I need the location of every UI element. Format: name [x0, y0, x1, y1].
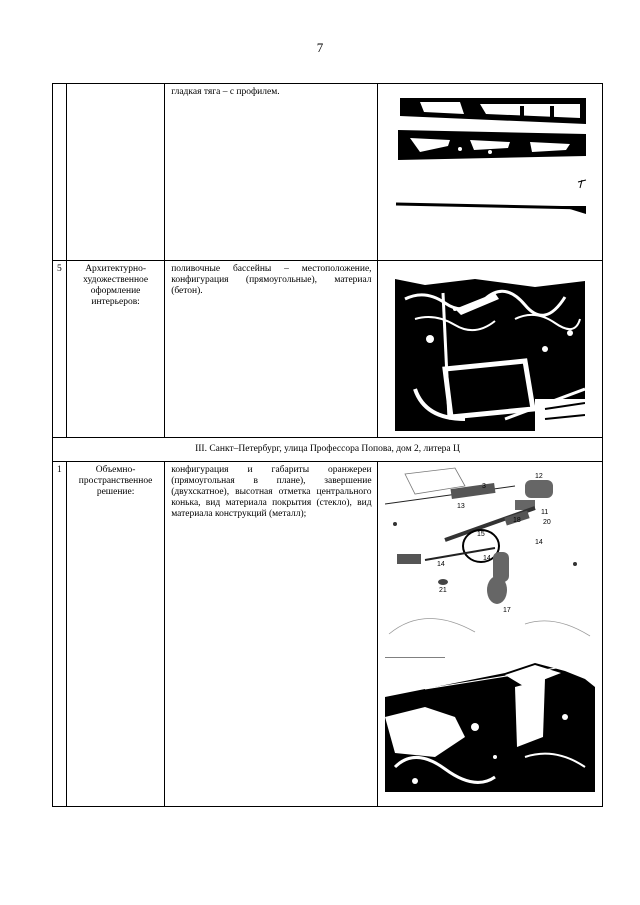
plan-label: 21: [438, 587, 447, 594]
plan-label: 14: [436, 561, 445, 568]
row-number: 1: [53, 462, 67, 807]
plan-label: 14: [482, 555, 491, 562]
plan-label: 18: [512, 517, 521, 524]
table-row: [53, 84, 603, 261]
element-description: гладкая тяга – с профилем.: [165, 84, 377, 261]
element-name: Объемно-пространственное решение:: [67, 462, 165, 807]
plan-label: 13: [456, 503, 465, 510]
plan-label: 14: [534, 539, 543, 546]
section-header-row: [53, 438, 603, 462]
photo-cell: [377, 84, 602, 261]
photo-cell: [377, 261, 602, 438]
element-description: конфигурация и габариты оранжереи (прямоугольная в плане), завершение (двухскатное), высотная отметка центрального конька, вид материала покрытия (стекло), вид материала конструкций (металл);: [165, 462, 377, 807]
greenhouse-photo: [385, 657, 595, 792]
photo-cell: [377, 462, 602, 807]
row-number: 5: [53, 261, 67, 438]
row-number: [53, 84, 67, 261]
table-row: [53, 261, 603, 438]
plan-label: 3: [481, 483, 486, 490]
element-name: [67, 84, 165, 261]
page-number: 7: [316, 40, 324, 55]
element-name: Архитектурно-художественное оформление интерьеров:: [67, 261, 165, 438]
plan-label: 12: [534, 473, 543, 480]
plan-label: 17: [502, 607, 511, 614]
facade-cornice-photo: [390, 94, 590, 234]
plan-label: 15: [476, 531, 485, 538]
element-description: поливочные бассейны – местоположение, конфигурация (прямоугольные), материал (бетон).: [165, 261, 377, 438]
section-title: III. Санкт–Петербург, улица Профессора Попова, дом 2, литера Ц: [53, 438, 603, 462]
table-row: [53, 462, 603, 807]
protection-subject-table: [52, 83, 603, 807]
plan-label: 20: [542, 519, 551, 526]
irrigation-pools-photo: [395, 269, 585, 431]
site-plan-image: [385, 464, 595, 639]
plan-label: 11: [540, 509, 549, 516]
